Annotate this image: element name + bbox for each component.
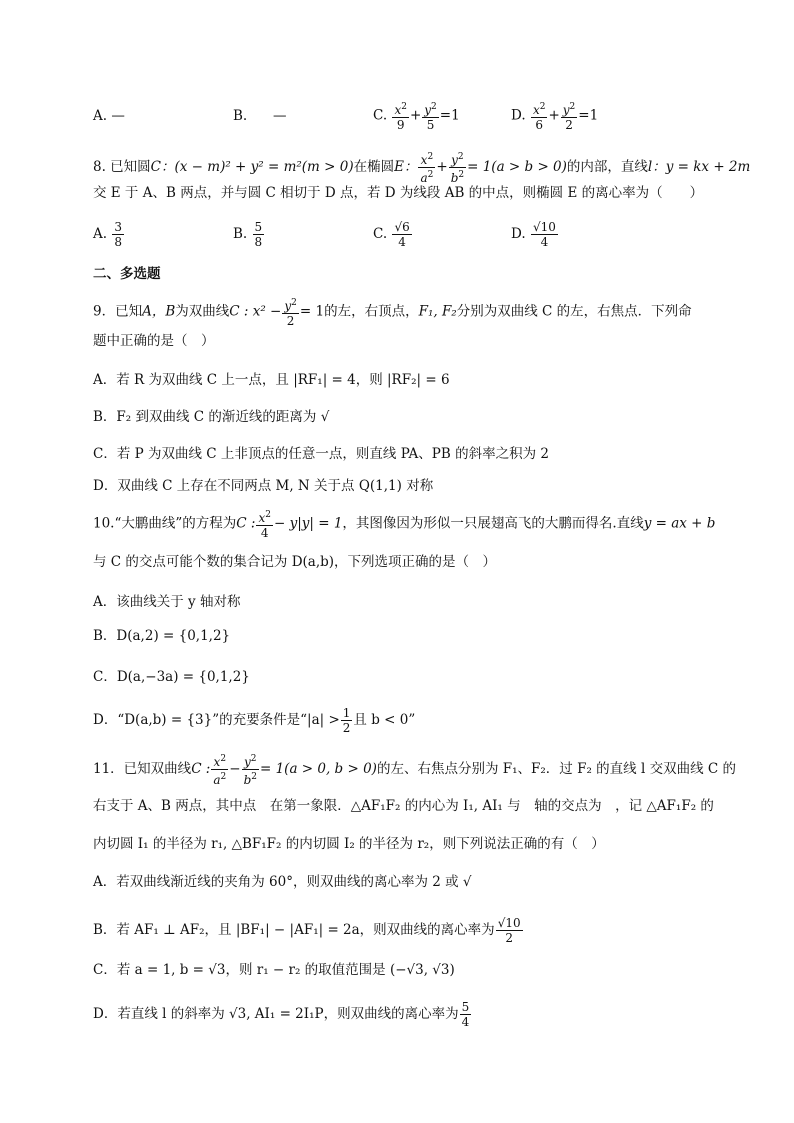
q9-option-d: D．双曲线 C 上存在不同两点 M, N 关于点 Q(1,1) 对称 xyxy=(93,478,434,494)
q11-option-b: B．若 AF₁ ⊥ AF₂，且 |BF₁| − |AF₁| = 2a，则双曲线的离心率为 $\frac{√10}{2}$ xyxy=(93,916,521,945)
q10-option-d: D．“D(a,b) = {3}”的充要条件是“|a| > $\frac{1}{2}$ 且 b < 0” xyxy=(93,706,416,735)
q11-line-1: 11．已知双曲线C : $\frac{x^2}{a^2}$ − $\frac{y^2}{b^2}$ = 1(a > 0, b > 0)的左、右焦点分别为 F₁、F₂．过 F₂ 的直线 l 交双曲线 C 的 xyxy=(93,754,736,787)
q7-option-d: D. $\frac{x^2}{6}$ + $\frac{y^2}{2}$ =1 xyxy=(511,102,599,132)
q8-line-1: 8. 已知圆C：(x − m)² + y² = m²(m > 0)在椭圆E： $\frac{x^2}{a^2}$ + $\frac{y^2}{b^2}$ = 1(a > b > 0)的内部，直线l：y = kx + 2m xyxy=(93,152,751,185)
q9-line-1: 9．已知A，B为双曲线C : x² − $\frac{y^2}{2}$ = 1的左，右顶点，F₁, F₂分别为双曲线 C 的左，右焦点．下列命 xyxy=(93,298,692,328)
q9-option-b: B．F₂ 到双曲线 C 的渐近线的距离为 √ xyxy=(93,409,330,425)
q11-option-a: A．若双曲线渐近线的夹角为 60°，则双曲线的离心率为 2 或 √ xyxy=(93,874,472,890)
q9-option-a: A．若 R 为双曲线 C 上一点，且 |RF₁| = 4，则 |RF₂| = 6 xyxy=(93,372,450,388)
q7-option-c: C. $\frac{x^2}{9}$ + $\frac{y^2}{5}$ =1 xyxy=(373,102,460,132)
q10-line-1: 10.“大鹏曲线”的方程为C : $\frac{x^2}{4}$ − y|y| = 1，其图像因为形似一只展翅高飞的大鹏而得名.直线y = ax + b xyxy=(93,510,716,540)
q9-option-c: C．若 P 为双曲线 C 上非顶点的任意一点，则直线 PA、PB 的斜率之积为 2 xyxy=(93,446,549,462)
q7-option-a: A. — xyxy=(93,108,125,124)
q7-option-b: B. — xyxy=(233,108,287,124)
q8-option-b: B. $\frac{5}{8}$ xyxy=(233,220,263,249)
q10-line-2: 与 C 的交点可能个数的集合记为 D(a,b)，下列选项正确的是（ ） xyxy=(93,554,497,570)
q8-option-c: C. $\frac{√6}{4}$ xyxy=(373,220,410,249)
q8-option-a: A. $\frac{3}{8}$ xyxy=(93,220,122,249)
q11-option-c: C．若 a = 1, b = √3，则 r₁ − r₂ 的取值范围是 (−√3, √3) xyxy=(93,962,455,978)
q10-option-a: A．该曲线关于 y 轴对称 xyxy=(93,594,241,610)
q9-line-2: 题中正确的是（ ） xyxy=(93,333,215,349)
q10-option-b: B．D(a,2) = {0,1,2} xyxy=(93,628,231,644)
q11-option-d: D．若直线 l 的斜率为 √3, AI₁ = 2I₁P，则双曲线的离心率为 $\frac{5}{4}$ xyxy=(93,1000,470,1029)
q8-line-2: 交 E 于 A、B 两点，并与圆 C 相切于 D 点，若 D 为线段 AB 的中点，则椭圆 E 的离心率为（ ） xyxy=(93,185,704,201)
q11-line-2: 右支于 A、B 两点，其中点 在第一象限．△AF₁F₂ 的内心为 I₁, AI₁ 与 轴的交点为 ，记 △AF₁F₂ 的 xyxy=(93,798,714,814)
q11-line-3: 内切圆 I₁ 的半径为 r₁, △BF₁F₂ 的内切圆 I₂ 的半径为 r₂，则下列说法正确的有（ ） xyxy=(93,836,605,852)
section-title: 二、多选题 xyxy=(93,266,161,282)
q8-option-d: D. $\frac{√10}{4}$ xyxy=(511,220,556,249)
q10-option-c: C．D(a,−3a) = {0,1,2} xyxy=(93,669,250,685)
